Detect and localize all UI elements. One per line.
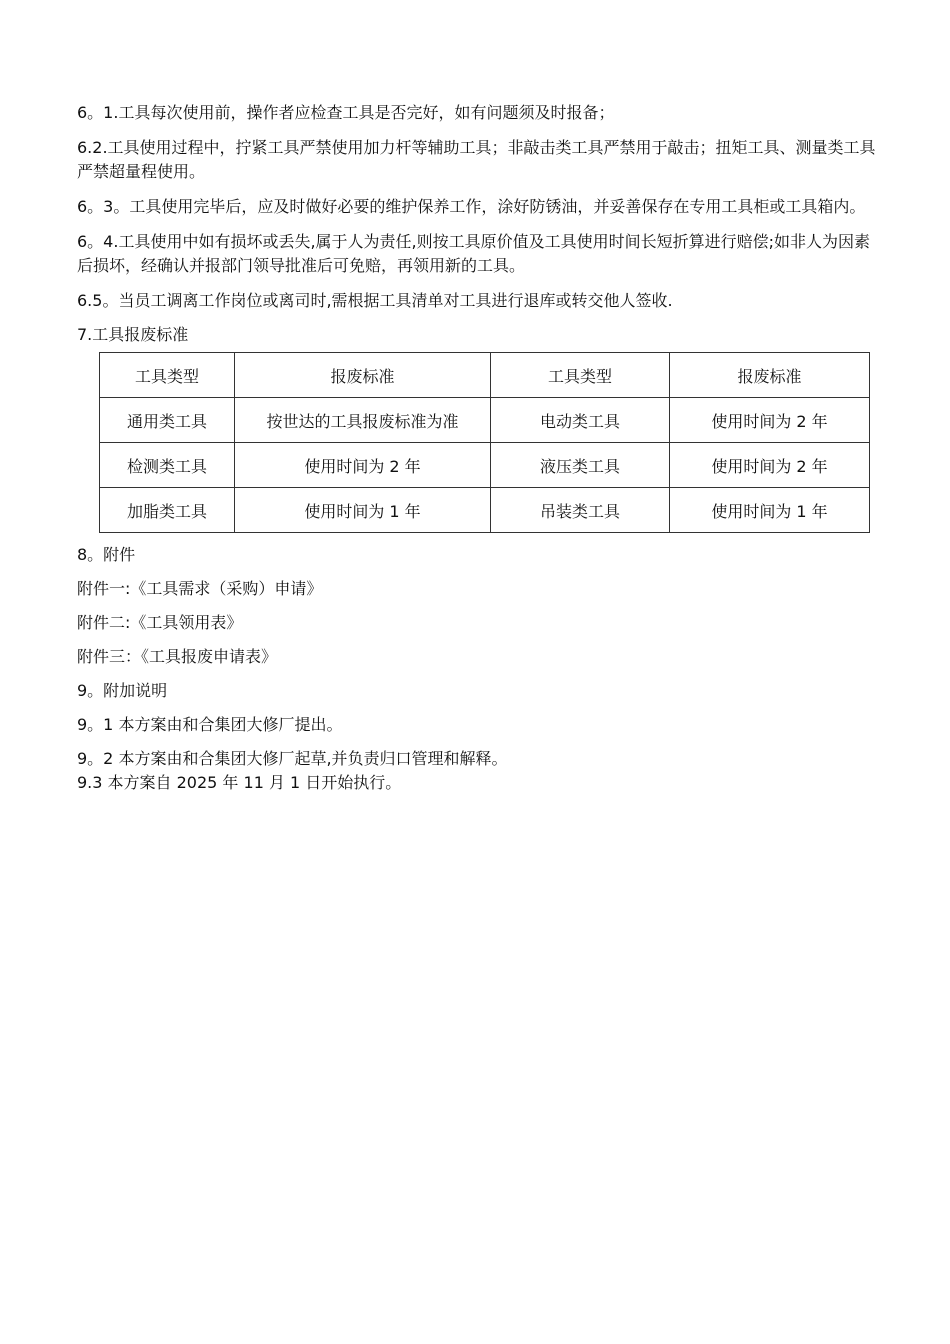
paragraph-6-3: 6。3。工具使用完毕后，应及时做好必要的维护保养工作，涂好防锈油，并妥善保存在专用工具柜或工具箱内。 [77,197,866,216]
table-cell: 吊装类工具 [491,488,670,533]
table-cell: 通用类工具 [100,398,235,443]
attachment-2: 附件二:《工具领用表》 [77,613,243,632]
table-cell: 电动类工具 [491,398,670,443]
paragraph-6-1: 6。1.工具每次使用前，操作者应检查工具是否完好，如有问题须及时报备； [77,103,615,122]
attachment-3: 附件三：《工具报废申请表》 [77,647,278,666]
section-8-heading: 8。附件 [77,545,136,564]
table-header-cell: 报废标准 [670,353,870,398]
table-cell: 液压类工具 [491,443,670,488]
section-9-heading: 9。附加说明 [77,681,168,700]
note-9-3: 9.3 本方案自 2025 年 11 月 1 日开始执行。 [77,773,402,792]
attachment-1: 附件一:《工具需求（采购）申请》 [77,579,323,598]
table-header-row [100,353,870,398]
note-9-2: 9。2 本方案由和合集团大修厂起草,并负责归口管理和解释。 [77,749,508,768]
note-9-1: 9。1 本方案由和合集团大修厂提出。 [77,715,343,734]
section-7-heading: 7.工具报废标准 [77,325,189,344]
table-row [100,398,870,443]
table-cell: 加脂类工具 [100,488,235,533]
table-row [100,443,870,488]
table-cell: 使用时间为 2 年 [235,443,491,488]
table-header-cell: 工具类型 [491,353,670,398]
paragraph-6-4: 6。4.工具使用中如有损坏或丢失,属于人为责任,则按工具原价值及工具使用时间长短折算进行赔偿;如非人为因素后损坏，经确认并报部门领导批准后可免赔，再领用新的工具。 [77,232,871,275]
table-header-cell: 工具类型 [100,353,235,398]
table-cell: 使用时间为 2 年 [670,398,870,443]
table-row [100,488,870,533]
paragraph-6-2: 6.2.工具使用过程中，拧紧工具严禁使用加力杆等辅助工具；非敲击类工具严禁用于敲击；扭矩工具、测量类工具严禁超量程使用。 [77,138,876,181]
paragraph-6-5: 6.5。当员工调离工作岗位或离司时,需根据工具清单对工具进行退库或转交他人签收. [77,291,673,310]
table-cell: 检测类工具 [100,443,235,488]
table-cell: 使用时间为 2 年 [670,443,870,488]
table-cell: 使用时间为 1 年 [235,488,491,533]
table-header-cell: 报废标准 [235,353,491,398]
table-cell: 使用时间为 1 年 [670,488,870,533]
table-cell: 按世达的工具报废标准为准 [235,398,491,443]
scrap-standard-table [99,352,870,533]
document-body [77,101,877,795]
